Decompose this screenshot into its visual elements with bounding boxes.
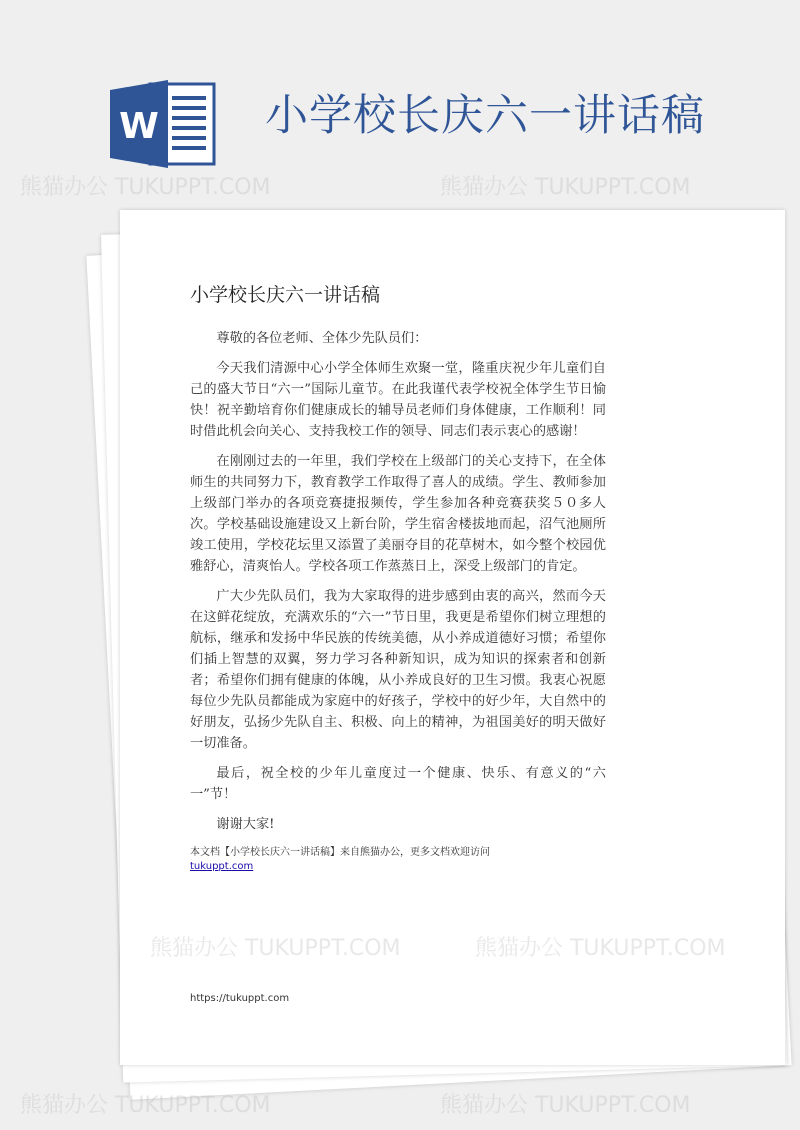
watermark: 熊猫办公 TUKUPPT.COM: [20, 1093, 271, 1118]
watermark: 熊猫办公 TUKUPPT.COM: [20, 175, 271, 200]
closing: 谢谢大家!: [216, 817, 275, 832]
word-document-icon: [110, 80, 218, 168]
paragraph: 在刚刚过去的一年里，我们学校在上级部门的关心支持下，在全体师生的共同努力下，教育教学工作取得了喜人的成绩。学生、教师参加上级部门举办的各项竞赛捷报频传，学生参加各种竞赛获奖５０多人次。学校基础设施建设又上新台阶，学生宿舍楼拔地而起，沼气池厕所竣工使用，学校花坛里又添置了美丽夺目的花草树木，如今整个校园优雅舒心，清爽怡人。学校各项工作蒸蒸日上，深受上级部门的肯定。: [190, 454, 606, 574]
document-content: [190, 282, 606, 874]
source-note-text: 本文档【小学校长庆六一讲话稿】来自熊猫办公，更多文档欢迎访问: [190, 847, 490, 858]
salutation: 尊敬的各位老师、全体少先队员们：: [216, 331, 428, 346]
document-page: [120, 210, 785, 1065]
svg-text:W: W: [119, 106, 159, 147]
paragraph: 今天我们清源中心小学全体师生欢聚一堂，隆重庆祝少年儿童们自己的盛大节日“六一”国际儿童节。在此我谨代表学校祝全体学生节日愉快！祝辛勤培育你们健康成长的辅导员老师们身体健康，工作顺利！同时借此机会向关心、支持我校工作的领导、同志们表示衷心的感谢！: [190, 361, 606, 439]
footer-url[interactable]: https://tukuppt.com: [190, 993, 290, 1004]
document-body: [190, 328, 606, 844]
watermark: 熊猫办公 TUKUPPT.COM: [440, 1093, 691, 1118]
paragraph: 最后，祝全校的少年儿童度过一个健康、快乐、有意义的“六一”节！: [190, 766, 606, 802]
source-note: [190, 846, 606, 874]
watermark: 熊猫办公 TUKUPPT.COM: [150, 936, 401, 961]
watermark: 熊猫办公 TUKUPPT.COM: [440, 175, 691, 200]
source-link[interactable]: tukuppt.com: [190, 861, 254, 872]
document-title: 小学校长庆六一讲话稿: [190, 284, 381, 306]
watermark: 熊猫办公 TUKUPPT.COM: [475, 936, 726, 961]
header-title: 小学校长庆六一讲话稿: [265, 91, 705, 141]
paragraph: 广大少先队员们，我为大家取得的进步感到由衷的高兴，然而今天在这鲜花绽放，充满欢乐的“六一”节日里，我更是希望你们树立理想的航标，继承和发扬中华民族的传统美德，从小养成道德好习惯；希望你们插上智慧的双翼，努力学习各种新知识，成为知识的探索者和创新者；希望你们拥有健康的体魄，从小养成良好的卫生习惯。我衷心祝愿每位少先队员都能成为家庭中的好孩子，学校中的好少年，大自然中的好朋友，弘扬少先队自主、积极、向上的精神，为祖国美好的明天做好一切准备。: [190, 589, 606, 751]
